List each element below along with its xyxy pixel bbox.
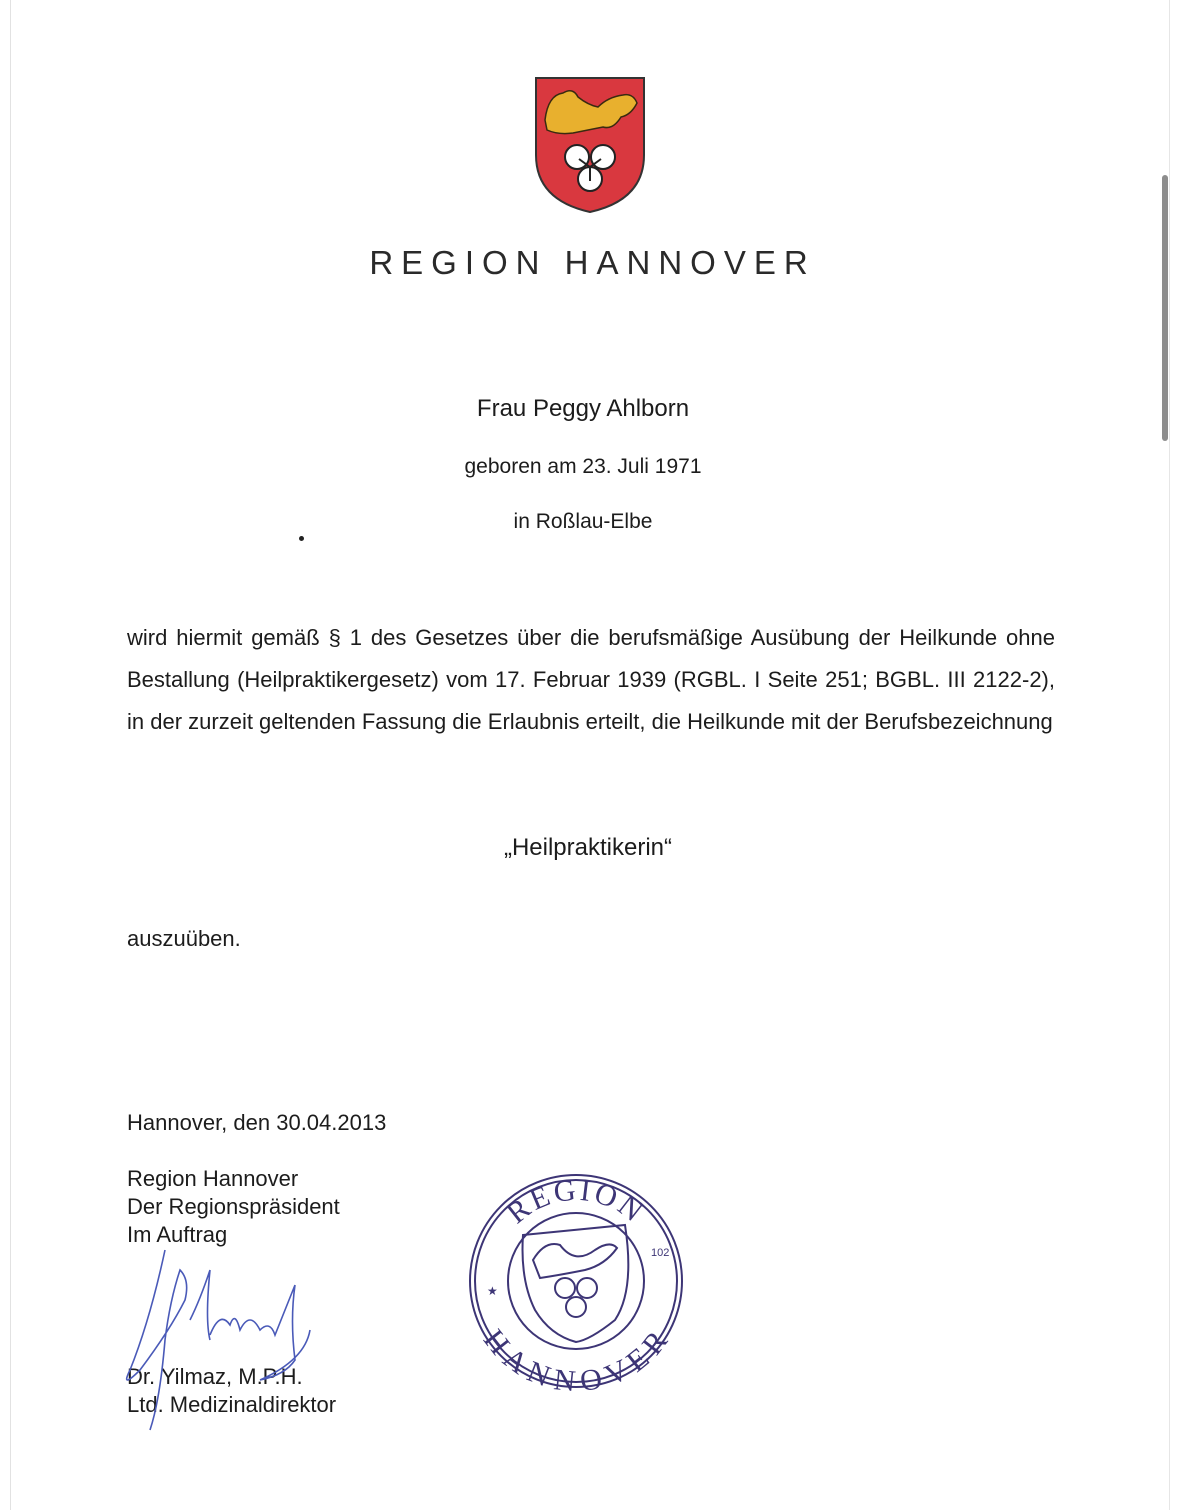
authority-line: Im Auftrag [127, 1222, 228, 1247]
official-seal-stamp [465, 1170, 687, 1392]
signatory-title: Ltd. Medizinaldirektor [127, 1392, 337, 1417]
svg-text:REGION [501, 1173, 652, 1230]
stamp-bottom-text: HANNOVER [476, 1323, 676, 1392]
recipient-birthplace: in Roßlau-Elbe [513, 510, 653, 533]
authority-line: Der Regionspräsident [127, 1194, 340, 1219]
star-icon: ★ [487, 1284, 498, 1298]
recipient-birth: geboren am 23. Juli 1971 [464, 455, 702, 478]
svg-text:HANNOVER [477, 1323, 675, 1392]
speck [299, 536, 304, 541]
organization-title: REGION HANNOVER [369, 244, 816, 281]
profession-title: „Heilpraktikerin“ [503, 834, 673, 861]
coat-of-arms-logo [533, 75, 647, 215]
stamp-number: 102 [651, 1247, 670, 1259]
place-date: Hannover, den 30.04.2013 [127, 1110, 387, 1135]
handwritten-signature [110, 1240, 320, 1440]
signatory-name: Dr. Yilmaz, M.P.H. [127, 1364, 303, 1389]
authority-line: Region Hannover [127, 1166, 299, 1191]
recipient-name: Frau Peggy Ahlborn [476, 395, 690, 422]
body-paragraph: wird hiermit gemäß § 1 des Gesetzes über die berufsmäßige Ausübung der Heilkunde ohne Bestallung (Heilpraktikergesetz) vom 17. Februar 1939 (RGBL. I Seite 251; BGBL. III 2122-2), in der zurzeit geltenden Fassung die Erlaubnis erteilt, die Heilkunde mit der Berufsbezeichnung [127, 625, 1055, 734]
stamp-top-text: REGION [500, 1173, 652, 1231]
closing-text: auszuüben. [127, 926, 241, 951]
